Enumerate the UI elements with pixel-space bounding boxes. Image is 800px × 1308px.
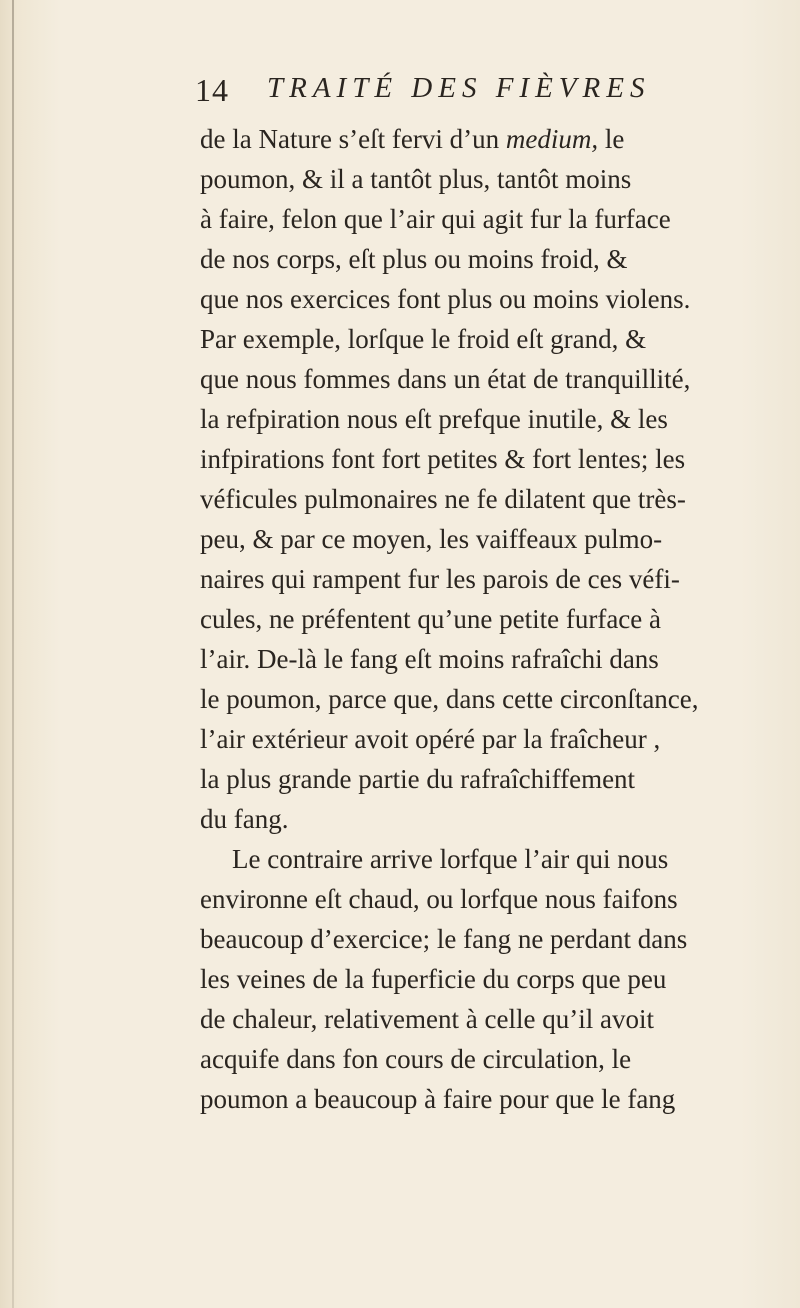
text-segment: environne eſt chaud, ou lorfque nous faifons [200, 884, 678, 914]
text-line [200, 719, 740, 759]
text-line [200, 199, 740, 239]
text-line [200, 519, 740, 559]
text-line [200, 159, 740, 199]
text-segment: l’air extérieur avoit opéré par la fraîcheur , [200, 724, 661, 754]
body-text [200, 119, 740, 1119]
text-segment: à faire, felon que l’air qui agit fur la furface [200, 204, 671, 234]
text-line [200, 959, 740, 999]
text-segment: peu, & par ce moyen, les vaiffeaux pulmo- [200, 524, 663, 554]
text-segment: Le contraire arrive lorfque l’air qui nous [232, 844, 669, 874]
text-segment: le poumon, parce que, dans cette circonſtance, [200, 684, 699, 714]
text-segment: le [598, 124, 625, 154]
text-line [200, 839, 740, 879]
text-segment: véficules pulmonaires ne fe dilatent que très- [200, 484, 686, 514]
text-line [200, 1079, 740, 1119]
text-segment: acquife dans fon cours de circulation, le [200, 1044, 632, 1074]
text-segment: beaucoup d’exercice; le fang ne perdant dans [200, 924, 688, 954]
text-segment: la plus grande partie du rafraîchiffement [200, 764, 636, 794]
text-line [200, 759, 740, 799]
italic-term: medium, [505, 124, 599, 154]
text-segment: infpirations font fort petites & fort lentes; les [200, 444, 686, 474]
text-line [200, 879, 740, 919]
running-title: TRAITÉ DES FIÈVRES [267, 72, 651, 104]
text-line [200, 319, 740, 359]
text-line [200, 999, 740, 1039]
text-line [200, 599, 740, 639]
text-segment: naires qui rampent fur les parois de ces véfi- [200, 564, 680, 594]
text-segment: de chaleur, relativement à celle qu’il avoit [200, 1004, 654, 1034]
text-segment: la refpiration nous eſt prefque inutile, & les [200, 404, 668, 434]
text-segment: de nos corps, eſt plus ou moins froid, & [200, 244, 628, 274]
text-segment: Par exemple, lorſque le froid eſt grand, & [200, 324, 647, 354]
text-line [200, 119, 740, 159]
text-segment: les veines de la fuperficie du corps que peu [200, 964, 667, 994]
text-segment: l’air. De-là le fang eſt moins rafraîchi dans [200, 644, 659, 674]
text-line [200, 559, 740, 599]
text-line [200, 439, 740, 479]
text-segment: que nos exercices font plus ou moins violens. [200, 284, 691, 314]
text-line [200, 239, 740, 279]
page-header [195, 72, 715, 112]
text-line [200, 799, 740, 839]
text-line [200, 919, 740, 959]
text-segment: du fang. [200, 804, 289, 834]
page-gutter [12, 0, 14, 1308]
page-number: 14 [195, 72, 229, 108]
text-segment: de la Nature s’eſt fervi d’un [200, 124, 506, 154]
text-line [200, 1039, 740, 1079]
text-segment: que nous fommes dans un état de tranquillité, [200, 364, 691, 394]
text-line [200, 399, 740, 439]
text-line [200, 479, 740, 519]
text-segment: poumon a beaucoup à faire pour que le fang [200, 1084, 676, 1114]
text-line [200, 279, 740, 319]
text-line [200, 639, 740, 679]
text-segment: poumon, & il a tantôt plus, tantôt moins [200, 164, 632, 194]
text-line [200, 359, 740, 399]
text-line [200, 679, 740, 719]
text-segment: cules, ne préfentent qu’une petite furface à [200, 604, 662, 634]
